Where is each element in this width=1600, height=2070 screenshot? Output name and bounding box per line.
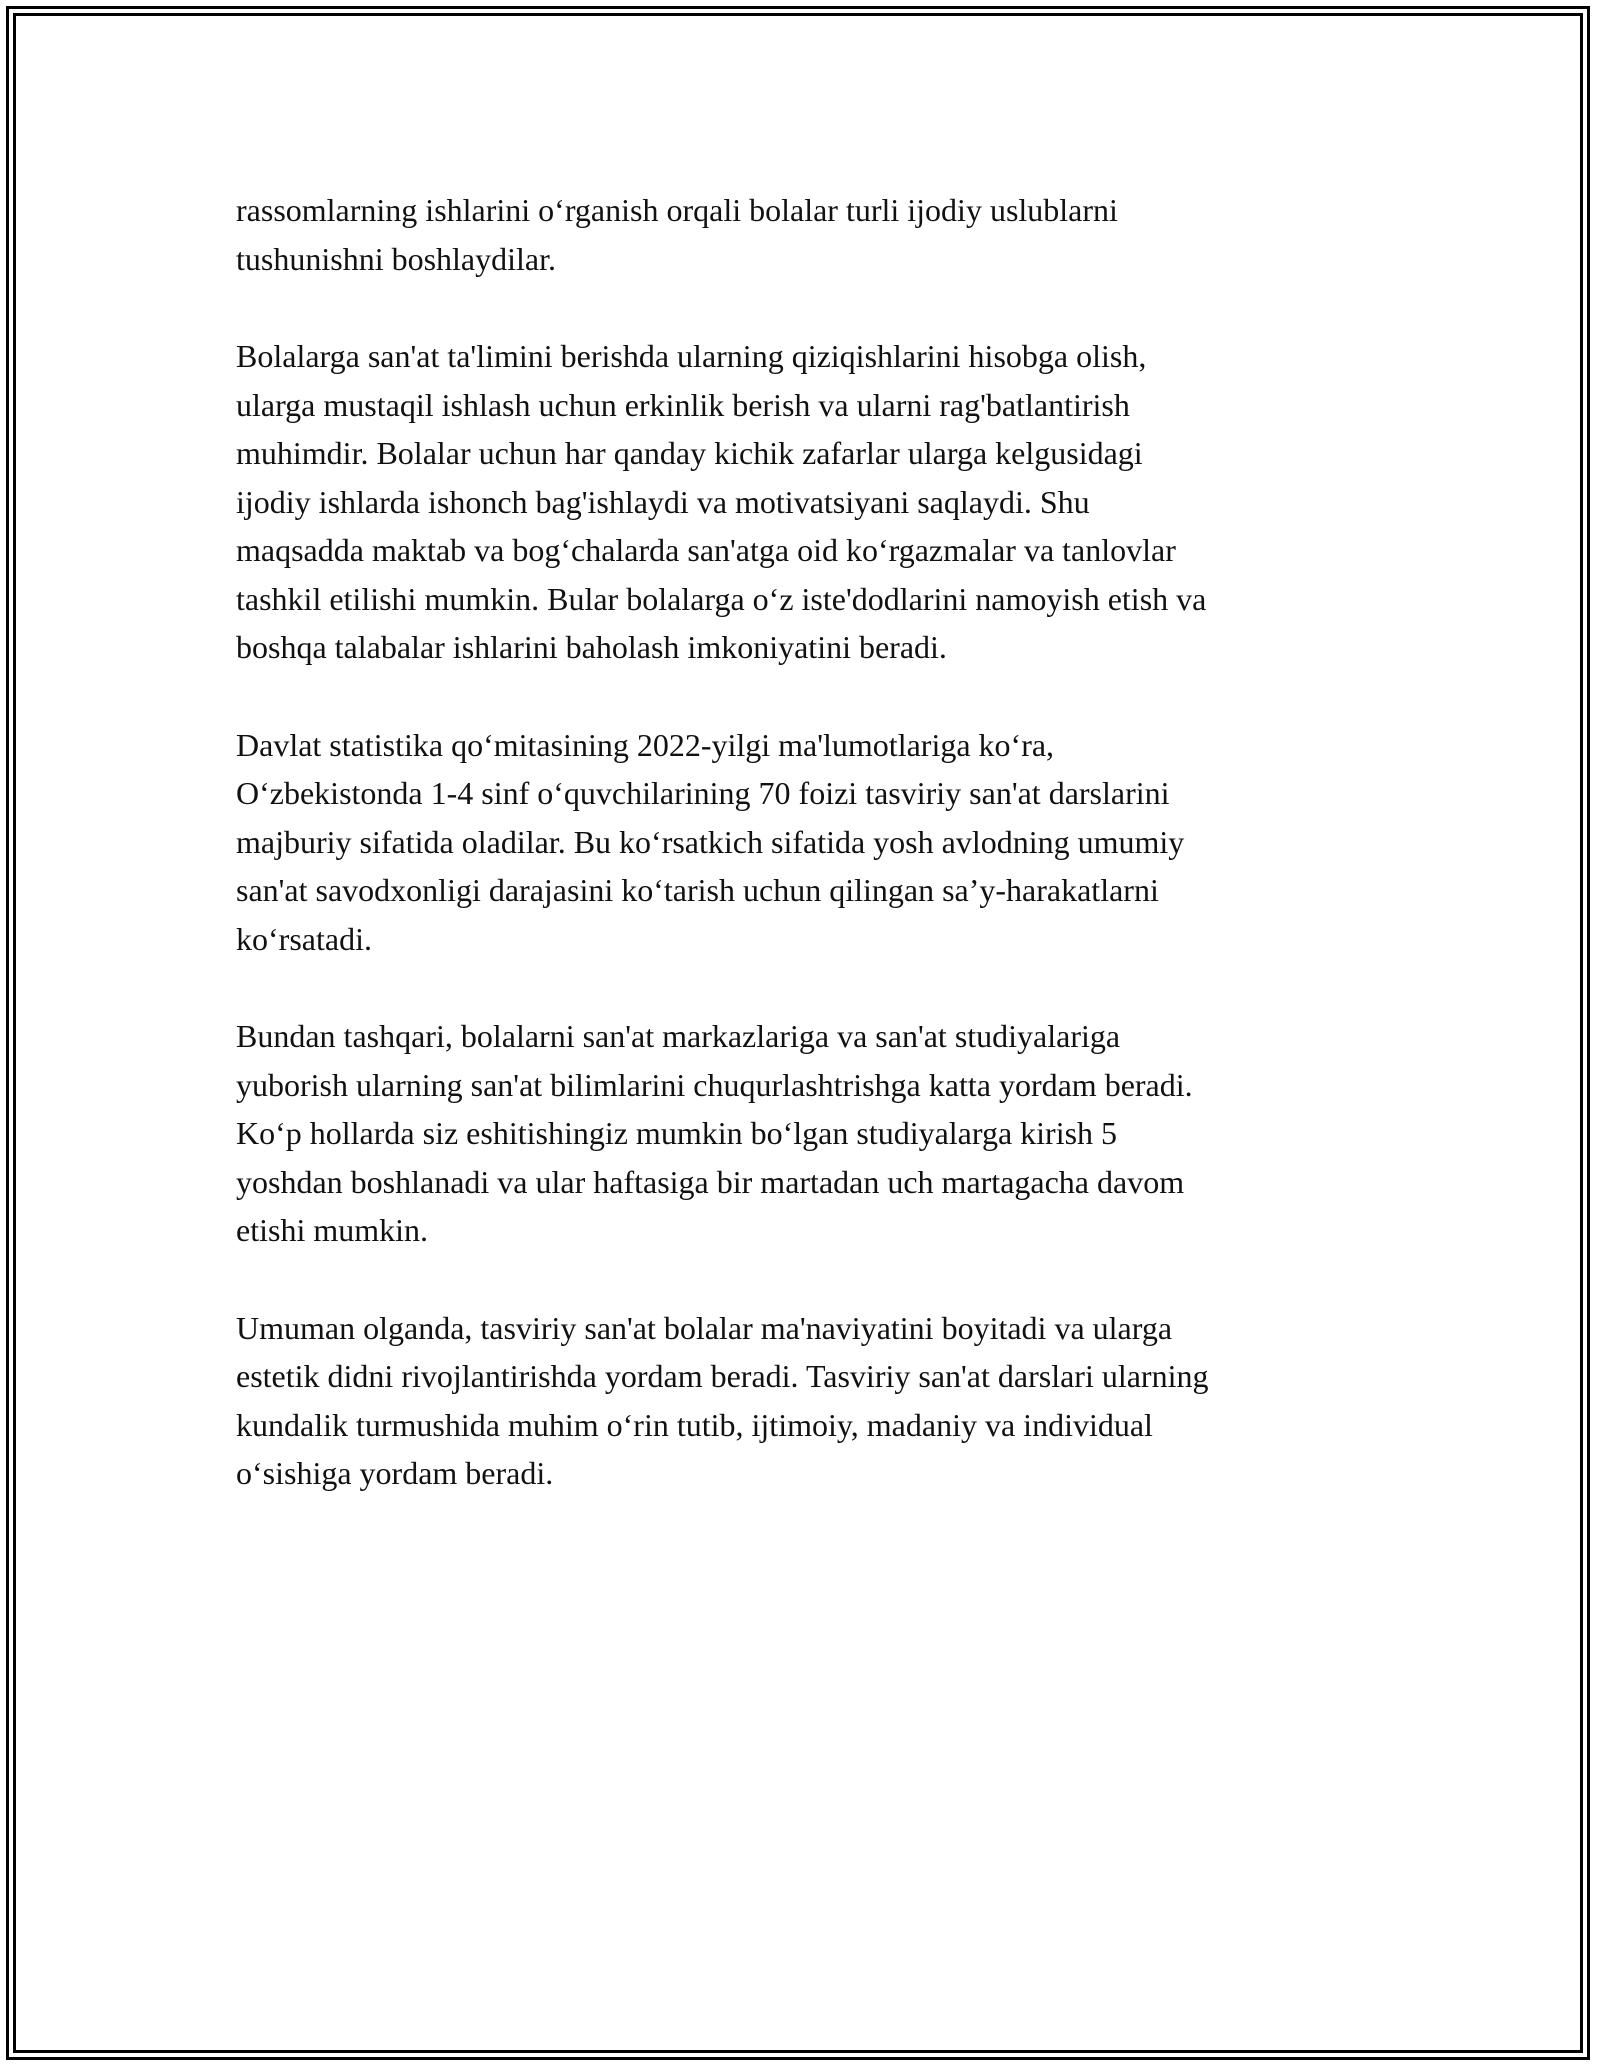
- document-body: [236, 186, 1386, 1547]
- paragraph: Bundan tashqari, bolalarni san'at markazlariga va san'at studiyalariga yuborish ularning san'at bilimlarini chuqurlashtrishga katta yordam beradi. Ko‘p hollarda siz eshitishingiz mumkin bo‘lgan studiyalarga kirish 5 yoshdan boshlanadi va ular haftasiga bir martadan uch martagacha davom etishi mumkin.: [236, 1018, 1193, 1248]
- paragraph: Umuman olganda, tasviriy san'at bolalar ma'naviyatini boyitadi va ularga estetik didni rivojlantirishda yordam beradi. Tasviriy san'at darslari ularning kundalik turmushida muhim o‘rin tutib, ijtimoiy, madaniy va individual o‘sishiga yordam beradi.: [236, 1309, 1209, 1491]
- paragraph: Bolalarga san'at ta'limini berishda ularning qiziqishlarini hisobga olish, ularga mustaqil ishlash uchun erkinlik berish va ularni rag'batlantirish muhimdir. Bolalar uchun har qanday kichik zafarlar ularga kelgusidagi ijodiy ishlarda ishonch bag'ishlaydi va motivatsiyani saqlaydi. Shu maqsadda maktab va bog‘chalarda san'atga oid ko‘rgazmalar va tanlovlar tashkil etilishi mumkin. Bular bolalarga o‘z iste'dodlarini namoyish etish va boshqa talabalar ishlarini baholash imkoniyatini beradi.: [236, 338, 1207, 665]
- paragraph: Davlat statistika qo‘mitasining 2022-yilgi ma'lumotlariga ko‘ra, O‘zbekistonda 1-4 sinf o‘quvchilarining 70 foizi tasviriy san'at darslarini majburiy sifatida oladilar. Bu ko‘rsatkich sifatida yosh avlodning umumiy san'at savodxonligi darajasini ko‘tarish uchun qilingan sa’y-harakatlarni ko‘rsatadi.: [236, 726, 1185, 957]
- paragraph: rassomlarning ishlarini o‘rganish orqali bolalar turli ijodiy uslublarni tushunishni boshlaydilar.: [236, 192, 1118, 277]
